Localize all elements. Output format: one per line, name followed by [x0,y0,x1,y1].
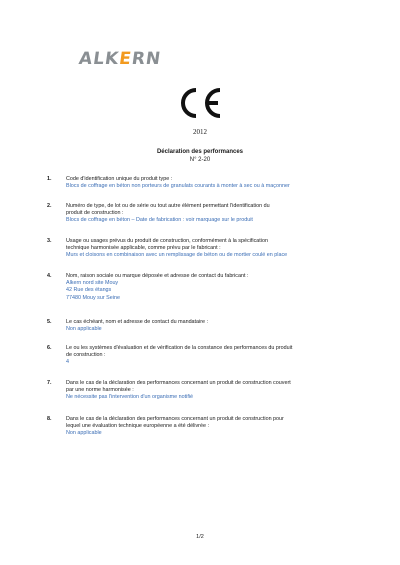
section-number: 2. [47,203,52,209]
section-heading: produit de construction : [66,210,124,217]
section-heading: Le ou les systèmes d'évaluation et de vérification de la constance des performances du produit [66,345,293,351]
section-heading: Dans le cas de la déclaration des performances concernant un produit de construction pour [66,416,284,422]
section-heading: Nom, raison sociale ou marque déposée et adresse de contact du fabricant : [66,273,249,279]
section-number: 7. [47,380,52,386]
section-answer: Blocs de coffrage en béton – Date de fabrication : voir marquage sur le produit [66,217,253,224]
section-heading: Usage ou usages prévus du produit de construction, conformément à la spécification [66,238,268,244]
section-answer: 4 [66,359,69,366]
section-answer: Non applicable [66,430,102,437]
section-heading: Numéro de type, de lot ou de série ou tout autre élément permettant l'identification du [66,203,270,209]
section-answer: 42 Rue des étangs [66,287,112,294]
section-heading: Dans le cas de la déclaration des performances concernant un produit de construction couvert [66,380,291,386]
section-number: 5. [47,319,52,325]
section-answer: Ne nécessite pas l'intervention d'un organisme notifié [66,394,194,401]
ce-mark-icon [176,86,224,120]
section-heading: par une norme harmonisée : [66,387,134,394]
section-number: 3. [47,238,52,244]
company-logo [78,49,163,69]
section-answer: Murs et cloisons en combinaison avec un remplissage de béton ou de mortier coulé en place [66,252,288,259]
section-heading: Le cas échéant, nom et adresse de contact du mandataire : [66,319,209,325]
section-number: 8. [47,416,52,422]
section-heading: de construction : [66,352,106,359]
section-answer: Non applicable [66,326,102,333]
logo-text-accent: E [117,49,134,69]
section-number: 1. [47,176,52,182]
section-answer: Alkern nord site Mouy [66,280,119,287]
section-number: 4. [47,273,52,279]
section-heading: lequel une évaluation technique européenne a été délivrée : [66,423,209,430]
logo-text-part: RN [130,49,163,69]
section-answer: 77480 Mouy sur Seine [66,294,120,301]
section-number: 6. [47,345,52,351]
page-number: 1/2 [196,534,204,540]
declaration-number: N° 2-20 [189,157,211,163]
section-heading: Code d'identification unique du produit type : [66,176,173,182]
section-heading: technique harmonisée applicable, comme prévu par le fabricant : [66,245,221,252]
year: 2012 [193,128,207,136]
logo-text-part: ALK [77,49,121,69]
declaration-title: Déclaration des performances [156,149,244,155]
section-answer: Blocs de coffrage en béton non porteurs de granulats courants à monter à sec ou à maçonner [66,183,290,190]
